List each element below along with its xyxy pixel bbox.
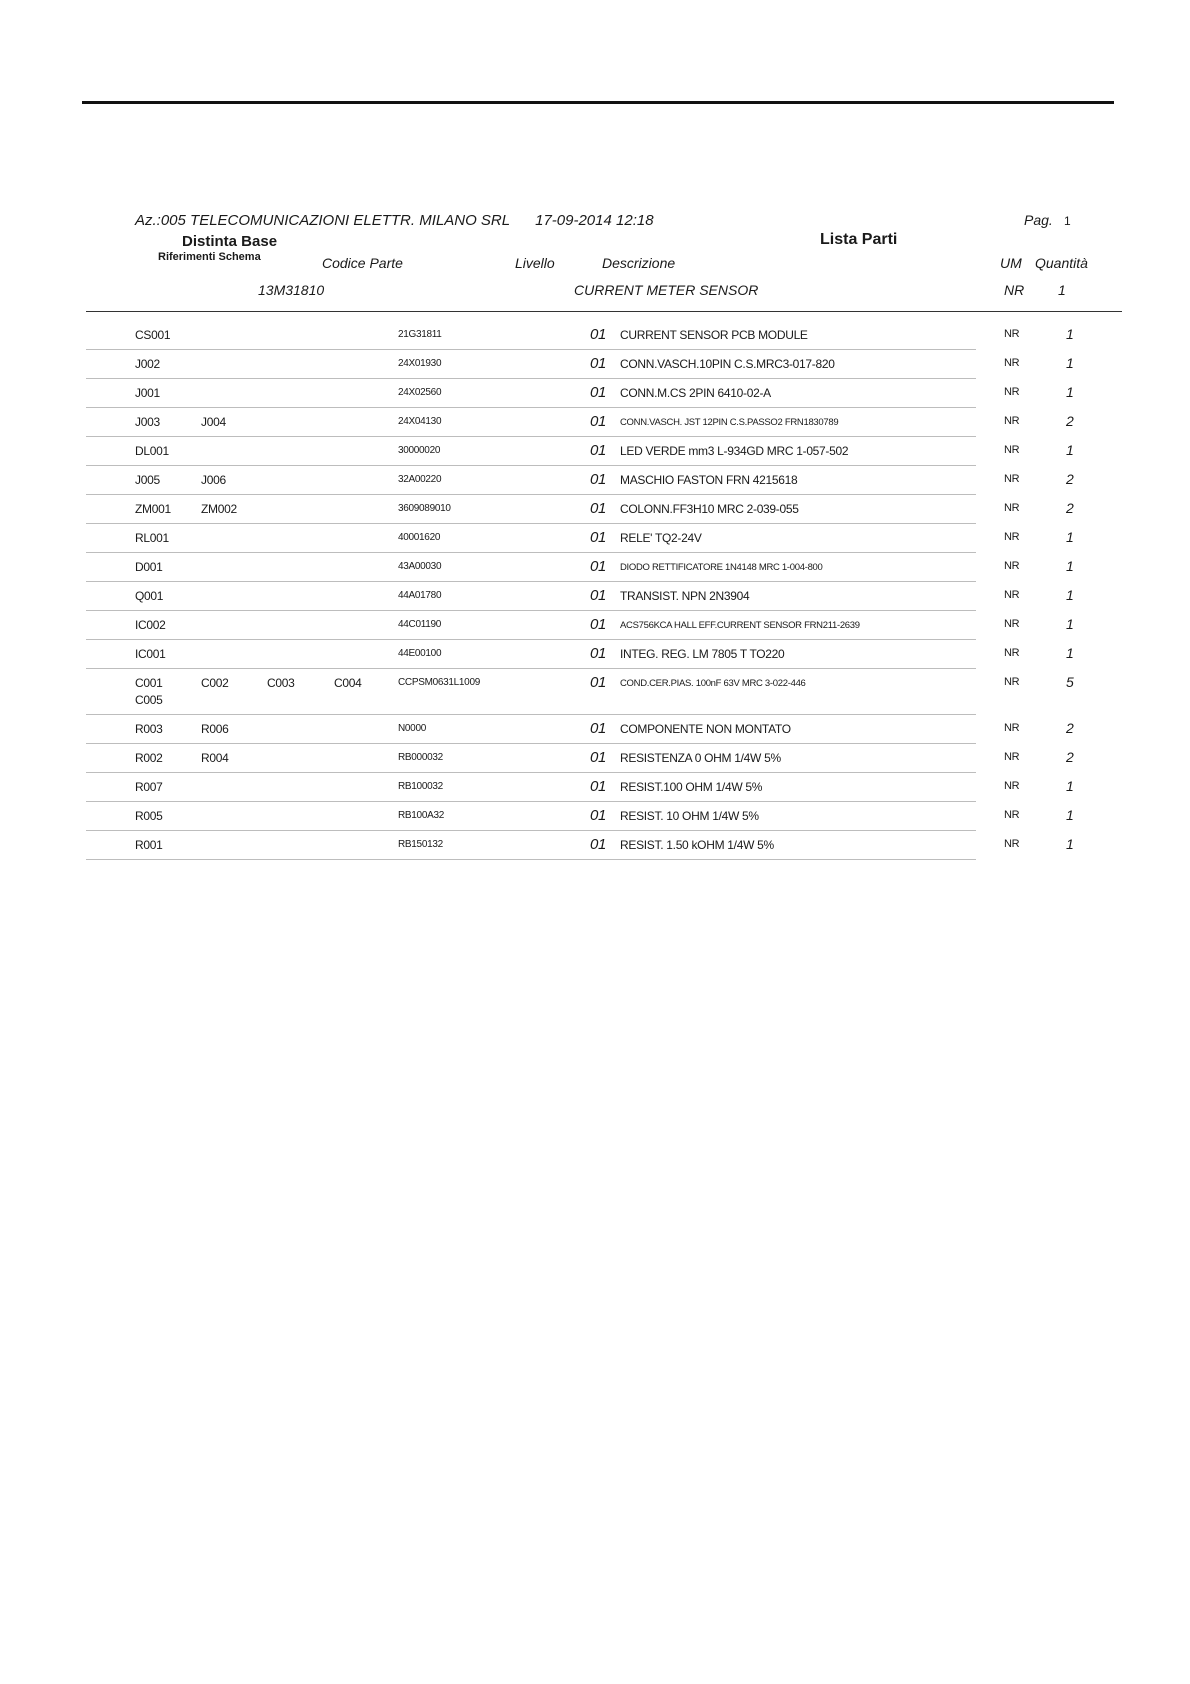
part-um: NR — [1004, 560, 1020, 572]
part-description: ACS756KCA HALL EFF.CURRENT SENSOR FRN211-2639 — [620, 620, 860, 631]
part-description: INTEG. REG. LM 7805 T TO220 — [620, 647, 785, 661]
column-header-part-code: Codice Parte — [322, 255, 403, 271]
part-um: NR — [1004, 415, 1020, 427]
part-level: 01 — [590, 645, 607, 662]
part-quantity: 2 — [1066, 471, 1074, 487]
table-row — [0, 611, 1190, 640]
assembly-um: NR — [1004, 282, 1025, 298]
part-level: 01 — [590, 442, 607, 459]
part-code: 32A00220 — [398, 474, 442, 485]
table-row — [0, 773, 1190, 802]
table-row — [0, 669, 1190, 715]
ref-cell: C002 — [201, 676, 229, 690]
ref-cell: C001 — [135, 676, 163, 690]
part-um: NR — [1004, 780, 1020, 792]
column-header-um: UM — [1000, 255, 1022, 271]
ref-cell: IC002 — [135, 618, 166, 632]
ref-cell: IC001 — [135, 647, 166, 661]
part-um: NR — [1004, 531, 1020, 543]
part-description: DIODO RETTIFICATORE 1N4148 MRC 1-004-800 — [620, 562, 823, 573]
part-description: TRANSIST. NPN 2N3904 — [620, 589, 750, 603]
ref-cell: J002 — [135, 357, 160, 371]
part-description: COLONN.FF3H10 MRC 2-039-055 — [620, 502, 799, 516]
part-um: NR — [1004, 647, 1020, 659]
part-code: 21G31811 — [398, 329, 442, 340]
part-um: NR — [1004, 809, 1020, 821]
part-quantity: 1 — [1066, 529, 1074, 545]
ref-cell: ZM002 — [201, 502, 237, 516]
part-code: N0000 — [398, 723, 426, 734]
part-quantity: 2 — [1066, 413, 1074, 429]
ref-cell: C004 — [334, 676, 362, 690]
assembly-quantity: 1 — [1058, 282, 1066, 298]
part-quantity: 1 — [1066, 616, 1074, 632]
table-row — [0, 321, 1190, 350]
company-name: Az.:005 TELECOMUNICAZIONI ELETTR. MILANO SRL 17-09-2014 12:18 — [135, 212, 654, 229]
part-level: 01 — [590, 749, 607, 766]
part-level: 01 — [590, 413, 607, 430]
part-level: 01 — [590, 558, 607, 575]
document-title: Distinta Base — [182, 233, 278, 250]
ref-cell: R003 — [135, 722, 163, 736]
ref-cell: ZM001 — [135, 502, 171, 516]
top-rule — [82, 101, 1114, 104]
part-code: 44E00100 — [398, 648, 442, 659]
ref-cell: R006 — [201, 722, 229, 736]
part-um: NR — [1004, 722, 1020, 734]
assembly-code: 13M31810 — [258, 282, 325, 298]
part-code: CCPSM0631L1009 — [398, 677, 480, 688]
header-rule — [86, 311, 1122, 312]
part-description: MASCHIO FASTON FRN 4215618 — [620, 473, 798, 487]
part-quantity: 1 — [1066, 587, 1074, 603]
part-level: 01 — [590, 807, 607, 824]
column-header-level: Livello — [515, 255, 555, 271]
part-description: RESIST. 1.50 kOHM 1/4W 5% — [620, 838, 774, 852]
ref-cell: J003 — [135, 415, 160, 429]
ref-cell: D001 — [135, 560, 163, 574]
part-code: RB100032 — [398, 781, 443, 792]
part-level: 01 — [590, 384, 607, 401]
part-level: 01 — [590, 720, 607, 737]
part-level: 01 — [590, 836, 607, 853]
ref-cell: J001 — [135, 386, 160, 400]
table-row — [0, 350, 1190, 379]
ref-cell: RL001 — [135, 531, 169, 545]
part-code: 24X01930 — [398, 358, 442, 369]
table-row — [0, 582, 1190, 611]
part-description: RELE' TQ2-24V — [620, 531, 702, 545]
part-code: RB150132 — [398, 839, 443, 850]
part-quantity: 2 — [1066, 749, 1074, 765]
part-code: 24X04130 — [398, 416, 442, 427]
part-quantity: 5 — [1066, 674, 1074, 690]
table-row — [0, 553, 1190, 582]
parts-table — [0, 321, 1190, 860]
part-um: NR — [1004, 357, 1020, 369]
part-code: RB100A32 — [398, 810, 444, 821]
ref-cell: DL001 — [135, 444, 169, 458]
ref-cell: R007 — [135, 780, 163, 794]
part-quantity: 1 — [1066, 442, 1074, 458]
part-description: CURRENT SENSOR PCB MODULE — [620, 328, 808, 342]
part-level: 01 — [590, 326, 607, 343]
print-datetime: 17-09-2014 12:18 — [535, 212, 654, 229]
part-quantity: 2 — [1066, 720, 1074, 736]
part-um: NR — [1004, 751, 1020, 763]
part-level: 01 — [590, 587, 607, 604]
part-description: RESIST.100 OHM 1/4W 5% — [620, 780, 763, 794]
part-level: 01 — [590, 529, 607, 546]
table-row — [0, 715, 1190, 744]
ref-cell: R005 — [135, 809, 163, 823]
part-description: COMPONENTE NON MONTATO — [620, 722, 791, 736]
part-description: RESIST. 10 OHM 1/4W 5% — [620, 809, 759, 823]
part-code: 43A00030 — [398, 561, 442, 572]
part-um: NR — [1004, 589, 1020, 601]
part-description: CONN.VASCH.10PIN C.S.MRC3-017-820 — [620, 357, 835, 371]
part-um: NR — [1004, 838, 1020, 850]
ref-cell: J005 — [135, 473, 160, 487]
part-quantity: 1 — [1066, 326, 1074, 342]
table-row — [0, 437, 1190, 466]
assembly-description: CURRENT METER SENSOR — [574, 282, 759, 298]
part-quantity: 1 — [1066, 807, 1074, 823]
part-um: NR — [1004, 502, 1020, 514]
part-level: 01 — [590, 778, 607, 795]
page-label: Pag. — [1024, 212, 1053, 228]
part-level: 01 — [590, 674, 607, 691]
part-quantity: 1 — [1066, 384, 1074, 400]
part-code: RB000032 — [398, 752, 443, 763]
part-code: 30000020 — [398, 445, 441, 456]
ref-cell: CS001 — [135, 328, 171, 342]
part-quantity: 1 — [1066, 355, 1074, 371]
part-code: 24X02560 — [398, 387, 442, 398]
ref-cell: R002 — [135, 751, 163, 765]
part-level: 01 — [590, 355, 607, 372]
table-row — [0, 524, 1190, 553]
part-quantity: 1 — [1066, 645, 1074, 661]
table-row — [0, 831, 1190, 860]
ref-cell: R004 — [201, 751, 229, 765]
part-quantity: 2 — [1066, 500, 1074, 516]
part-um: NR — [1004, 386, 1020, 398]
ref-cell: Q001 — [135, 589, 164, 603]
part-quantity: 1 — [1066, 558, 1074, 574]
part-um: NR — [1004, 473, 1020, 485]
schema-references-header: Riferimenti Schema — [158, 251, 261, 263]
column-header-quantity: Quantità — [1035, 255, 1088, 271]
part-level: 01 — [590, 616, 607, 633]
ref-cell: J006 — [201, 473, 226, 487]
ref-cell-continued: C005 — [135, 693, 163, 707]
part-level: 01 — [590, 471, 607, 488]
part-code: 44C01190 — [398, 619, 442, 630]
part-code: 40001620 — [398, 532, 441, 543]
page-number: 1 — [1064, 214, 1071, 228]
part-um: NR — [1004, 676, 1020, 688]
part-description: RESISTENZA 0 OHM 1/4W 5% — [620, 751, 781, 765]
table-row — [0, 640, 1190, 669]
ref-cell: J004 — [201, 415, 226, 429]
part-description: CONN.VASCH. JST 12PIN C.S.PASSO2 FRN1830789 — [620, 417, 839, 428]
part-description: CONN.M.CS 2PIN 6410-02-A — [620, 386, 771, 400]
table-row — [0, 495, 1190, 524]
part-quantity: 1 — [1066, 778, 1074, 794]
ref-cell: R001 — [135, 838, 163, 852]
ref-cell: C003 — [267, 676, 295, 690]
table-row — [0, 466, 1190, 495]
part-um: NR — [1004, 444, 1020, 456]
part-level: 01 — [590, 500, 607, 517]
part-description: COND.CER.PIAS. 100nF 63V MRC 3-022-446 — [620, 678, 806, 689]
column-header-description: Descrizione — [602, 255, 676, 271]
part-um: NR — [1004, 328, 1020, 340]
part-um: NR — [1004, 618, 1020, 630]
table-row — [0, 744, 1190, 773]
part-quantity: 1 — [1066, 836, 1074, 852]
part-code: 3609089010 — [398, 503, 451, 514]
table-row — [0, 379, 1190, 408]
table-row — [0, 802, 1190, 831]
part-code: 44A01780 — [398, 590, 442, 601]
table-row — [0, 408, 1190, 437]
part-description: LED VERDE mm3 L-934GD MRC 1-057-502 — [620, 444, 849, 458]
list-title: Lista Parti — [820, 231, 898, 248]
